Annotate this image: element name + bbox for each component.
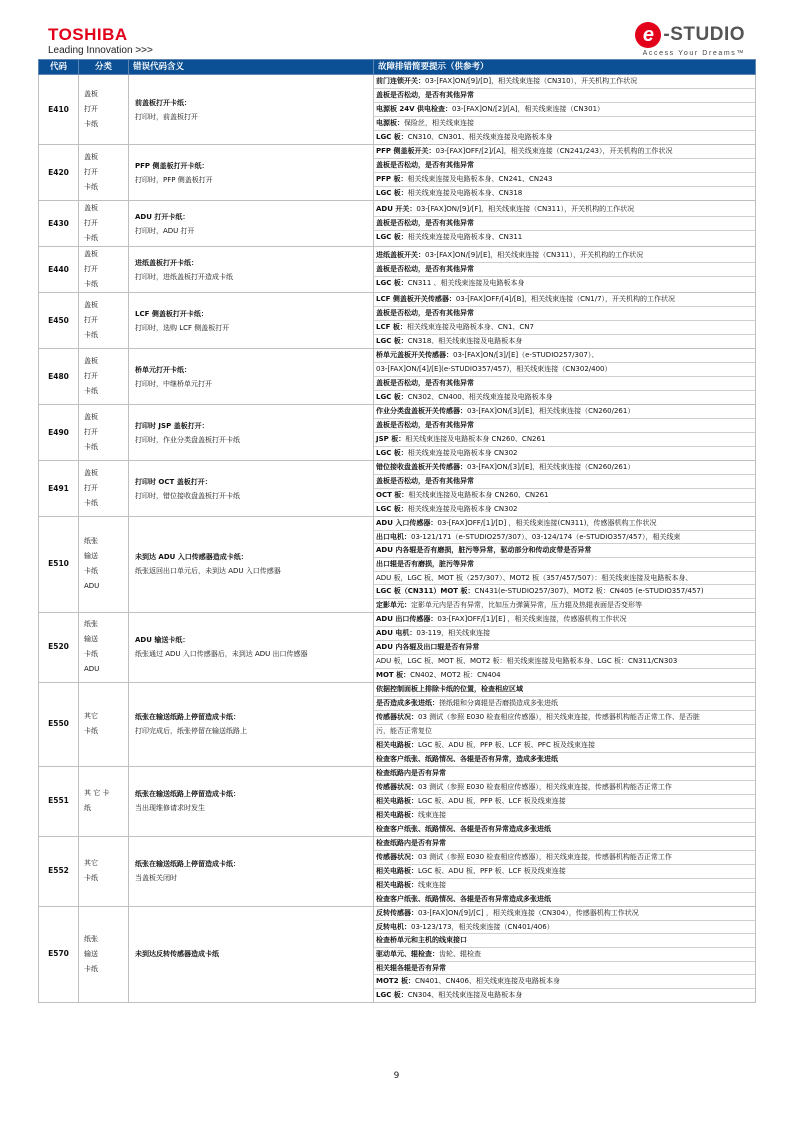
troubleshooting-hints: [374, 461, 756, 517]
hint-line: 相关电路板：LGC 板、ADU 板、PFP 板、LCF 板、PFC 板及线束连接: [374, 739, 755, 753]
table-row: [39, 766, 756, 836]
meaning-title: 前盖板打开卡纸：: [135, 98, 191, 107]
error-meaning: [129, 766, 374, 836]
page-number: 9: [393, 1071, 400, 1081]
hint-line: 检查客户纸张、纸路情况、各辊是否有异常造成多张进纸: [376, 894, 551, 903]
hint-line: ADU 开关：03-[FAX]ON/[9]/[F]，相关线束连接（CN311），开关机构的工作状况: [374, 203, 755, 217]
hint-line: 相关电路板：线束连接: [374, 879, 755, 893]
error-category: [79, 461, 129, 517]
category-line: 其 它 卡: [84, 789, 110, 798]
hint-line: 检查纸路内是否有异常: [374, 767, 755, 781]
hint-line: LGC 板：相关线束连接及电路板本身 CN302: [376, 449, 518, 457]
error-meaning: [129, 145, 374, 201]
error-code: E440: [39, 247, 79, 293]
error-meaning: [129, 75, 374, 145]
troubleshooting-hints: [374, 517, 756, 613]
error-meaning: [129, 405, 374, 461]
table-row: [39, 517, 756, 613]
hint-line: 传感器状况：03 测试（参照 E030 检查相应传感器），相关线束连接，传感器机构能否正常工作、是否脏: [374, 711, 755, 725]
hint-line: LGC 板：CN304、相关线束连接及电路板本身: [376, 990, 523, 999]
error-category: [79, 906, 129, 1002]
error-meaning: [129, 612, 374, 682]
meaning-body: 打印完成后，纸张停留在输送纸路上: [135, 727, 247, 736]
hint-line: 错位接收盘盖板开关传感器：03-[FAX]ON/[3]/[E]，相关线束连接（CN260/261）: [374, 461, 755, 475]
meaning-body: 打印时，选购 LCF 侧盖板打开: [135, 323, 230, 332]
hint-line: 相关电路板：线束连接: [374, 809, 755, 823]
category-line: 其它: [84, 859, 98, 868]
meaning-title: 未到达 ADU 入口传感器造成卡纸：: [135, 553, 248, 562]
hint-line: 反转电机：03-123/173，相关线束连接（CN401/406）: [374, 921, 755, 935]
category-line: 打开: [84, 372, 98, 380]
hint-line: MOT2 板：CN401、CN406、相关线束连接及电路板本身: [374, 975, 755, 989]
hint-line: LGC 板（CN311）MOT 板：CN431(e-STUDIO257/307)、MOT2 板：CN405 (e-STUDIO357/457): [374, 585, 755, 599]
error-category: [79, 247, 129, 293]
meaning-title: 桥单元打开卡纸：: [135, 365, 191, 374]
category-line: 卡纸: [84, 443, 98, 451]
error-meaning: [129, 906, 374, 1002]
toshiba-logo: TOSHIBA: [48, 25, 128, 44]
hint-line: ADU 内各辊及出口辊是否有异常: [374, 641, 755, 655]
error-category: [79, 405, 129, 461]
error-category: [79, 75, 129, 145]
category-line: 卡纸: [84, 280, 98, 288]
col-header-hint: 故障排错简要提示（供参考）: [374, 60, 756, 75]
hint-line: LGC 板：相关线束连接及电路板本身、CN311: [376, 233, 523, 241]
error-category: [79, 836, 129, 906]
estudio-logo: [635, 22, 745, 48]
error-code: E550: [39, 682, 79, 766]
category-line: 打开: [84, 265, 98, 273]
table-body: [39, 75, 756, 1003]
hint-line: 盖板是否松动，是否有其他异常: [374, 263, 755, 277]
category-line: 卡纸: [84, 567, 98, 576]
hint-line: ADU 出口传感器：03-[FAX]OFF/[1]/[E] ，相关线束连接，传感器机构工作状况: [374, 613, 755, 627]
tagline-arrows-icon: >>>: [135, 45, 153, 56]
error-code: E430: [39, 201, 79, 247]
category-line: 纸张: [84, 934, 98, 943]
meaning-body: 打印时，错位接收盘盖板打开卡纸: [135, 491, 240, 500]
meaning-body: 纸张通过 ADU 入口传感器后，未到达 ADU 出口传感器: [135, 650, 308, 659]
meaning-title: 打印时 JSP 盖板打开：: [135, 421, 209, 430]
error-category: [79, 201, 129, 247]
hint-line: 相关电路板：LGC 板、ADU 板、PFP 板、LCF 板及线束连接: [374, 865, 755, 879]
hint-line: ADU 板，LGC 板、MOT 板（257/307）、MOT2 板（357/457/507）：相关线束连接及电路板本身、: [374, 572, 755, 586]
hint-line: 传感器状况：03 测试（参照 E030 检查相应传感器），相关线束连接，传感器机构能否正常工作: [374, 781, 755, 795]
error-code-table: [38, 59, 756, 1003]
tagline: [48, 45, 153, 56]
hint-line: 相关电路板：LGC 板、ADU 板、PFP 板、LCF 板及线束连接: [374, 795, 755, 809]
error-category: [79, 517, 129, 613]
meaning-body: 打印时，进纸盖板打开造成卡纸: [135, 272, 233, 281]
hint-line: 驱动单元、辊检查：齿轮、辊检查: [374, 948, 755, 962]
category-line: 盖板: [84, 90, 98, 98]
col-header-category: 分类: [79, 60, 129, 75]
meaning-title: 打印时 OCT 盖板打开：: [135, 477, 212, 486]
hint-line: 盖板是否松动，是否有其他异常: [374, 475, 755, 489]
table-header-row: [39, 60, 756, 75]
table-row: [39, 612, 756, 682]
hint-line: ADU 板，LGC 板、MOT 板、MOT2 板：相关线束连接及电路板本身、LGC 板：CN311/CN303: [374, 655, 755, 669]
hint-line: LGC 板：相关线束连接及电路板本身、CN318: [376, 189, 523, 197]
meaning-body: 纸张返回出口单元后，未到达 ADU 入口传感器: [135, 567, 281, 576]
error-category: [79, 349, 129, 405]
hint-line: LCF 侧盖板开关传感器：03-[FAX]OFF/[4]/[B]，相关线束连接（CN1/7），开关机构的工作状况: [374, 293, 755, 307]
meaning-title: LCF 侧盖板打开卡纸：: [135, 309, 208, 318]
hint-line: 相关辊各辊是否有异常: [374, 962, 755, 976]
error-code: E490: [39, 405, 79, 461]
meaning-title: PFP 侧盖板打开卡纸：: [135, 161, 209, 170]
header-left: [48, 26, 153, 56]
error-meaning: [129, 293, 374, 349]
meaning-body: 打印时，作业分类盘盖板打开卡纸: [135, 435, 240, 444]
meaning-title: ADU 输送卡纸：: [135, 636, 190, 645]
category-line: 卡纸: [84, 331, 98, 339]
meaning-body: 当出现维修请求时发生: [135, 804, 205, 813]
category-line: 打开: [84, 168, 98, 176]
hint-line: MOT 板：CN402、MOT2 板：CN404: [376, 670, 501, 679]
category-line: 卡纸: [84, 499, 98, 507]
hint-line: PFP 侧盖板开关：03-[FAX]OFF/[2]/[A]，相关线束连接（CN241/243），开关机构的工作状况: [374, 145, 755, 159]
category-line: 卡纸: [84, 964, 98, 973]
category-line: 卡纸: [84, 120, 98, 128]
hint-line: 前门连锁开关：03-[FAX]ON/[9]/[D]，相关线束连接（CN310），开关机构工作状况: [374, 75, 755, 89]
hint-line: 作业分类盘盖板开关传感器：03-[FAX]ON/[3]/[E]，相关线束连接（CN260/261）: [374, 405, 755, 419]
hint-line: 是否造成多张进纸：搓纸辊和分离辊是否磨损造成多张进纸: [374, 697, 755, 711]
hint-line: 检查桥单元和主机的线束接口: [374, 934, 755, 948]
table-row: [39, 461, 756, 517]
troubleshooting-hints: [374, 766, 756, 836]
error-code: E570: [39, 906, 79, 1002]
category-line: 卡纸: [84, 234, 98, 242]
category-line: 打开: [84, 428, 98, 436]
error-code: E420: [39, 145, 79, 201]
troubleshooting-hints: [374, 405, 756, 461]
category-line: 卡纸: [84, 727, 98, 736]
error-code: E480: [39, 349, 79, 405]
error-meaning: [129, 517, 374, 613]
hint-line: JSP 板：相关线束连接及电路板本身 CN260、CN261: [374, 433, 755, 447]
troubleshooting-hints: [374, 349, 756, 405]
hint-line: 盖板是否松动，是否有其他异常: [374, 419, 755, 433]
troubleshooting-hints: [374, 293, 756, 349]
troubleshooting-hints: [374, 145, 756, 201]
category-line: 打开: [84, 484, 98, 492]
category-line: 打开: [84, 219, 98, 227]
hint-line: 盖板是否松动，是否有其他异常: [374, 377, 755, 391]
troubleshooting-hints: [374, 836, 756, 906]
hint-line: 电源板 24V 供电检查：03-[FAX]ON/[2]/[A]，相关线束连接（CN301）: [374, 103, 755, 117]
hint-line: LGC 板：CN318、相关线束连接及电路板本身: [376, 337, 523, 345]
category-line: 盖板: [84, 357, 98, 365]
hint-line: 依据控制面板上排除卡纸的位置，检查相应区域: [374, 683, 755, 697]
table-row: [39, 349, 756, 405]
table-row: [39, 405, 756, 461]
category-line: 盖板: [84, 153, 98, 161]
category-line: ADU: [84, 665, 100, 674]
hint-line: 桥单元盖板开关传感器：03-[FAX]ON/[3]/[E]（e-STUDIO257/307）、: [374, 349, 755, 363]
error-code: E510: [39, 517, 79, 613]
category-line: 输送: [84, 635, 98, 644]
hint-line: OCT 板：相关线束连接及电路板本身 CN260、CN261: [374, 489, 755, 503]
troubleshooting-hints: [374, 906, 756, 1002]
meaning-title: 纸张在输送纸路上停留造成卡纸：: [135, 713, 240, 722]
hint-line: LGC 板：CN311 、相关线束连接及电路板本身: [376, 279, 525, 287]
hint-line: 污，能否正常复位: [374, 725, 755, 739]
category-line: 盖板: [84, 413, 98, 421]
meaning-body: 打印时，ADU 打开: [135, 226, 195, 235]
error-meaning: [129, 836, 374, 906]
hint-line: 盖板是否松动，是否有其他异常: [374, 159, 755, 173]
error-category: [79, 145, 129, 201]
hint-line: LGC 板：相关线束连接及电路板本身 CN302: [376, 505, 518, 513]
header-right: [635, 22, 745, 57]
error-category: [79, 766, 129, 836]
meaning-title: 纸张在输送纸路上停留造成卡纸：: [135, 860, 240, 869]
meaning-title: 未到达反转传感器造成卡纸: [135, 950, 219, 959]
hint-line: ADU 内各辊是否有磨损，脏污等异常，驱动部分和传动皮带是否异常: [374, 544, 755, 558]
error-meaning: [129, 461, 374, 517]
hint-line: LGC 板：CN310、CN301、相关线束连接及电路板本身: [376, 133, 553, 141]
troubleshooting-hints: [374, 75, 756, 145]
table-row: [39, 293, 756, 349]
hint-line: 盖板是否松动，是否有其他异常: [374, 307, 755, 321]
category-line: 输送: [84, 949, 98, 958]
hint-line: 进纸盖板开关：03-[FAX]ON/[9]/[E]，相关线束连接（CN311），开关机构的工作状况: [374, 249, 755, 263]
category-line: 盖板: [84, 469, 98, 477]
error-meaning: [129, 201, 374, 247]
category-line: 盖板: [84, 204, 98, 212]
hint-line: 03-[FAX]ON/[4]/[E](e-STUDIO357/457)，相关线束连接（CN302/400）: [374, 363, 755, 377]
error-category: [79, 682, 129, 766]
meaning-title: 纸张在输送纸路上停留造成卡纸：: [135, 790, 240, 799]
meaning-body: 打印时，PFP 侧盖板打开: [135, 175, 213, 184]
meaning-title: 进纸盖板打开卡纸：: [135, 258, 198, 267]
category-line: 输送: [84, 552, 98, 561]
hint-line: 出口辊是否有磨损，脏污等异常: [374, 558, 755, 572]
hint-line: PFP 板：相关线束连接及电路板本身、CN241、CN243: [374, 173, 755, 187]
hint-line: 检查客户纸张、纸路情况、各辊是否有异常，造成多张进纸: [376, 754, 558, 763]
category-line: 打开: [84, 316, 98, 324]
hint-line: 盖板是否松动，是否有其他异常: [374, 217, 755, 231]
col-header-meaning: 错误代码含义: [129, 60, 374, 75]
error-meaning: [129, 247, 374, 293]
category-line: 卡纸: [84, 183, 98, 191]
estudio-wordmark: -STUDIO: [663, 24, 745, 45]
hint-line: 传感器状况：03 测试（参照 E030 检查相应传感器），相关线束连接，传感器机构能否正常工作: [374, 851, 755, 865]
hint-line: 盖板是否松动，是否有其他异常: [374, 89, 755, 103]
table-row: [39, 201, 756, 247]
tagline-text: Leading Innovation: [48, 45, 133, 56]
table-row: [39, 145, 756, 201]
error-code: E520: [39, 612, 79, 682]
error-code: E450: [39, 293, 79, 349]
category-line: 其它: [84, 712, 98, 721]
troubleshooting-hints: [374, 612, 756, 682]
hint-line: 检查客户纸张、纸路情况、各辊是否有异常造成多张进纸: [376, 824, 551, 833]
category-line: 纸张: [84, 620, 98, 629]
category-line: ADU: [84, 582, 100, 591]
error-code: E410: [39, 75, 79, 145]
estudio-slogan: Access Your Dreams™: [642, 50, 745, 57]
col-header-code: 代码: [39, 60, 79, 75]
table-row: [39, 836, 756, 906]
error-code: E552: [39, 836, 79, 906]
table-row: [39, 682, 756, 766]
table-row: [39, 75, 756, 145]
error-category: [79, 293, 129, 349]
category-line: 打开: [84, 105, 98, 113]
category-line: 盖板: [84, 250, 98, 258]
error-meaning: [129, 682, 374, 766]
error-category: [79, 612, 129, 682]
troubleshooting-hints: [374, 682, 756, 766]
hint-line: 电源板：保险丝，相关线束连接: [374, 117, 755, 131]
category-line: 卡纸: [84, 387, 98, 395]
category-line: 纸张: [84, 537, 98, 546]
hint-line: 检查纸路内是否有异常: [374, 837, 755, 851]
estudio-e-icon: e: [635, 22, 661, 48]
troubleshooting-hints: [374, 201, 756, 247]
hint-line: ADU 入口传感器：03-[FAX]OFF/[1]/[D] ，相关线束连接(CN311)，传感器机构工作状况: [374, 517, 755, 531]
meaning-body: 当盖板关闭时: [135, 874, 177, 883]
meaning-title: ADU 打开卡纸：: [135, 212, 190, 221]
hint-line: 定影单元：定影单元内是否有异常，比如压力弹簧异常，压力辊及热辊表面是否变形等: [376, 601, 642, 610]
error-meaning: [129, 349, 374, 405]
meaning-body: 打印时，前盖板打开: [135, 112, 198, 121]
meaning-body: 打印时，中继桥单元打开: [135, 379, 212, 388]
hint-line: LGC 板：CN302、CN400、相关线束连接及电路板本身: [376, 393, 553, 401]
troubleshooting-hints: [374, 247, 756, 293]
error-code: E551: [39, 766, 79, 836]
error-code: E491: [39, 461, 79, 517]
category-line: 盖板: [84, 301, 98, 309]
hint-line: 反转传感器：03-[FAX]ON/[9]/[C] ，相关线束连接（CN304），传感器机构工作状况: [374, 907, 755, 921]
category-line: 卡纸: [84, 874, 98, 883]
hint-line: 出口电机：03-121/171（e-STUDIO257/307）、03-124/174（e-STUDIO357/457），相关线束: [374, 531, 755, 545]
category-line: 卡纸: [84, 650, 98, 659]
hint-line: LCF 板：相关线束连接及电路板本身、CN1、CN7: [374, 321, 755, 335]
table-row: [39, 247, 756, 293]
category-line: 纸: [84, 804, 91, 813]
table-row: [39, 906, 756, 1002]
hint-line: ADU 电机：03-119，相关线束连接: [374, 627, 755, 641]
